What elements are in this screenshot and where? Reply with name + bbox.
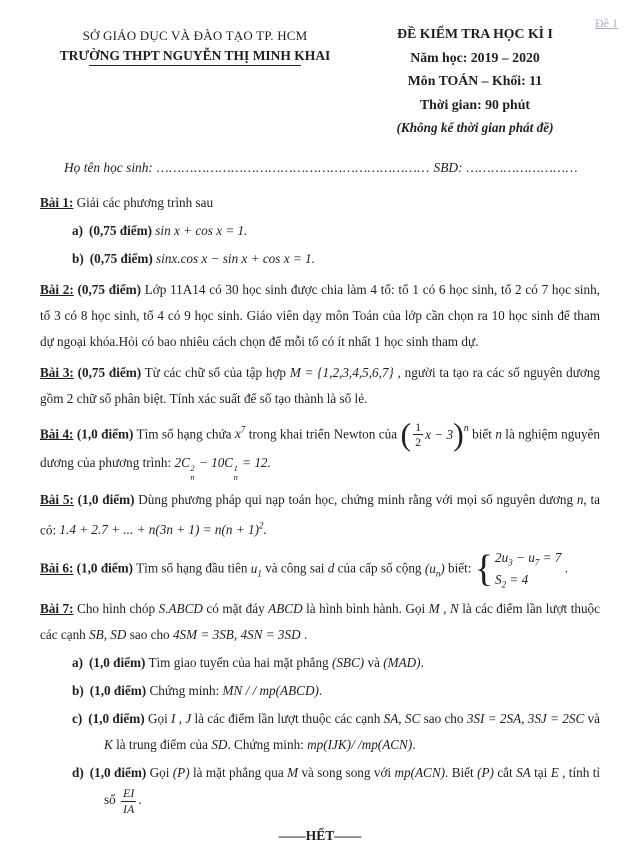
end-of-exam-mark: ——HẾT—— bbox=[278, 828, 362, 844]
problem-1-heading bbox=[40, 190, 600, 216]
problem-4-pre: Tìm số hạng chứa bbox=[133, 425, 235, 441]
exponent-n: n bbox=[463, 422, 469, 434]
math-token: 3SI = 2SA, 3SJ = 2SC bbox=[466, 711, 585, 727]
duration: Thời gian: 90 phút bbox=[419, 96, 530, 112]
item-letter: a) bbox=[72, 222, 83, 238]
item-text: . bbox=[138, 792, 142, 808]
x-power-term: $x^7$ bbox=[234, 424, 246, 441]
problem-1-label: Bài 1: bbox=[40, 194, 74, 210]
open-paren: ( bbox=[400, 416, 412, 453]
intro-text: là các điểm lần lượt thuộc các cạnh bbox=[40, 601, 601, 643]
problem-7-item-d bbox=[40, 760, 600, 816]
d-variable: d bbox=[327, 560, 335, 576]
item-points: (1,0 điểm) bbox=[89, 655, 146, 671]
problem-6-pre: Tìm số hạng đầu tiên bbox=[133, 560, 251, 576]
problem-3-pre: Từ các chữ số của tập hợp bbox=[141, 364, 290, 380]
math-token: M , N bbox=[428, 601, 459, 617]
math-token: 4SM = 3SB, 4SN = 3SD bbox=[172, 627, 301, 643]
problem-7 bbox=[40, 596, 600, 816]
item-text: . Biết bbox=[445, 765, 478, 781]
math-token: mp(IJK)/ /mp(ACN) bbox=[307, 737, 413, 753]
intro-text: sao cho bbox=[126, 627, 173, 643]
department-name: SỞ GIÁO DỤC VÀ ĐÀO TẠO TP. HCM bbox=[82, 28, 308, 43]
problem-4-points: (1,0 điểm) bbox=[73, 425, 134, 441]
problem-6-end: . bbox=[561, 560, 568, 576]
item-letter: b) bbox=[72, 250, 84, 266]
item-text: . bbox=[318, 683, 323, 699]
problem-1-item-b bbox=[40, 246, 600, 272]
expression-tail: x − 3 bbox=[425, 426, 454, 442]
n-variable: n bbox=[576, 491, 584, 507]
problem-2-label: Bài 2: bbox=[40, 281, 74, 297]
item-points: (0,75 điểm) bbox=[89, 222, 152, 238]
problem-6 bbox=[40, 548, 600, 591]
item-text: và bbox=[584, 711, 600, 727]
school-underline bbox=[89, 65, 301, 66]
problem-2-body: Lớp 11A14 có 30 học sinh được chia làm 4 tổ: tổ 1 có 6 học sinh, tổ 2 có 7 học sinh, tổ 3 có 8 học sinh, tổ 4 có 9 học sinh. Giáo viên dạy môn Toán của lớp cần chọn ra 10 học sinh để tham dự ngoại khóa.Hỏi có bao nhiêu cách chọn để mỗi tổ có ít nhất 1 học sinh tham dự. bbox=[40, 281, 600, 349]
school-name: TRƯỜNG THPT NGUYỄN THỊ MINH KHAI bbox=[59, 48, 331, 63]
item-letter: c) bbox=[72, 711, 83, 727]
intro-text: Cho hình chóp bbox=[73, 601, 159, 617]
item-equation: sin x + cos x = 1. bbox=[152, 222, 248, 238]
item-text: sao cho bbox=[420, 711, 467, 727]
math-token: SD bbox=[211, 737, 228, 753]
u1-term: $u_1$ bbox=[250, 560, 262, 579]
item-text: , tính tỉ số bbox=[104, 765, 601, 808]
header-right-block bbox=[350, 22, 600, 140]
set-notation: M = {1,2,3,4,5,6,7} , bbox=[289, 364, 401, 380]
problem-5 bbox=[40, 487, 600, 543]
equation-system bbox=[475, 548, 562, 591]
problem-4-text bbox=[40, 417, 600, 482]
problem-3-points: (0,75 điểm) bbox=[73, 364, 142, 380]
problem-1-item-a bbox=[40, 218, 600, 244]
one-half-fraction: $\frac{1}{2}$ bbox=[415, 419, 422, 450]
math-token: MN / / mp(ABCD) bbox=[222, 683, 319, 699]
item-letter: d) bbox=[72, 765, 84, 781]
sequence-notation: $(u_n)$ bbox=[424, 560, 445, 579]
item-text: Chứng minh: bbox=[146, 683, 223, 699]
newton-expression bbox=[400, 416, 469, 453]
problem-5-body1: Dùng phương pháp qui nạp toán học, chứng minh rằng với mọi số nguyên dương bbox=[134, 491, 577, 507]
problem-3 bbox=[40, 360, 600, 412]
problem-7-intro bbox=[40, 596, 600, 648]
system-row-1: $2u_3 - u_7 = 7$ bbox=[495, 549, 562, 568]
math-token: (MAD) bbox=[383, 655, 421, 671]
math-token: (P) bbox=[172, 765, 190, 781]
problem-5-text bbox=[40, 487, 600, 543]
problem-3-post: người ta tạo ra các số nguyên dương gồm 2 chữ số phân biệt. Tính xác suất để số tạo thành là số lẻ. bbox=[40, 364, 601, 406]
problem-4 bbox=[40, 417, 600, 482]
problem-5-points: (1,0 điểm) bbox=[73, 491, 135, 507]
page-header bbox=[40, 22, 600, 140]
problem-6-mid1: và công sai bbox=[261, 560, 328, 576]
math-token: I , J bbox=[171, 711, 192, 727]
intro-text: . bbox=[300, 627, 308, 643]
item-text: là các điểm lần lượt thuộc các cạnh bbox=[191, 711, 384, 727]
sbd-label: SBD: bbox=[433, 159, 463, 175]
item-text: và song song với bbox=[298, 765, 395, 781]
sbd-dotted-line: ……………………… bbox=[462, 159, 579, 175]
problem-5-label: Bài 5: bbox=[40, 491, 74, 507]
math-token: SB, SD bbox=[89, 627, 127, 643]
problem-2-text bbox=[40, 277, 600, 355]
item-points: (1,0 điểm) bbox=[89, 683, 147, 699]
item-equation: sinx.cos x − sin x + cos x = 1. bbox=[152, 250, 315, 266]
student-name-dotted-line: ………………………………………………………… bbox=[152, 159, 434, 175]
student-name-label: Họ tên học sinh: bbox=[64, 159, 153, 175]
math-token: S.ABCD bbox=[158, 601, 203, 617]
math-token: SA bbox=[516, 765, 531, 781]
ei-ia-fraction: $\frac{EI}{IA}$ bbox=[123, 786, 135, 816]
problem-1-intro: Giải các phương trình sau bbox=[73, 194, 214, 210]
math-token: M bbox=[287, 765, 299, 781]
problem-6-mid3: biết: bbox=[444, 560, 475, 576]
exam-code-badge: Đề 1 bbox=[595, 16, 618, 30]
item-text: tại bbox=[530, 765, 551, 781]
item-text: Gọi bbox=[146, 765, 173, 781]
problem-3-label: Bài 3: bbox=[40, 364, 74, 380]
problem-7-item-a bbox=[40, 650, 600, 676]
problem-6-points: (1,0 điểm) bbox=[73, 560, 134, 576]
student-info-line bbox=[40, 160, 600, 176]
problem-7-item-b bbox=[40, 678, 600, 704]
math-token: (P) bbox=[477, 765, 494, 781]
item-text: . Chứng minh: bbox=[227, 737, 308, 753]
item-text: Gọi bbox=[144, 711, 172, 727]
math-token: mp(ACN) bbox=[394, 765, 446, 781]
item-text: Tìm giao tuyến của hai mặt phẳng bbox=[145, 655, 332, 671]
problem-4-label: Bài 4: bbox=[40, 425, 74, 441]
intro-text: là hình bình hành. Gọi bbox=[302, 601, 429, 617]
problem-1 bbox=[40, 190, 600, 272]
header-left-block bbox=[40, 22, 350, 140]
item-text: là trung điểm của bbox=[112, 737, 212, 753]
system-row-2: $S_2 = 4$ bbox=[495, 571, 529, 590]
item-text: và bbox=[364, 655, 384, 671]
math-token: ABCD bbox=[268, 601, 303, 617]
induction-equation: 1.4 + 2.7 + ... + $n(3n + 1) = n(n + 1)^2$. bbox=[59, 520, 267, 537]
school-year: Năm học: 2019 – 2020 bbox=[410, 49, 540, 65]
item-points: (0,75 điểm) bbox=[89, 250, 153, 266]
item-points: (1,0 điểm) bbox=[89, 765, 147, 781]
problem-2 bbox=[40, 277, 600, 355]
problem-3-text bbox=[40, 360, 600, 412]
problem-6-label: Bài 6: bbox=[40, 560, 74, 576]
math-token: (SBC) bbox=[331, 655, 365, 671]
n-variable: n bbox=[495, 425, 502, 441]
math-token: K bbox=[104, 737, 113, 753]
exam-title: ĐỀ KIỂM TRA HỌC KÌ I bbox=[397, 26, 553, 41]
item-text: là mặt phẳng qua bbox=[189, 765, 288, 781]
subject-grade: Môn TOÁN – Khối: 11 bbox=[407, 73, 543, 88]
item-letter: b) bbox=[72, 683, 84, 699]
problem-2-points: (0,75 điểm) bbox=[73, 281, 141, 297]
problem-7-label: Bài 7: bbox=[40, 601, 74, 617]
problem-6-mid2: của cấp số cộng bbox=[334, 560, 425, 576]
item-text: . bbox=[412, 737, 416, 753]
problem-4-post2: là nghiệm nguyên dương của phương trình: bbox=[40, 425, 601, 470]
intro-text: có mặt đáy bbox=[202, 601, 269, 617]
exam-note: (Không kể thời gian phát đề) bbox=[396, 120, 554, 135]
item-text: cắt bbox=[493, 765, 517, 781]
system-brace: { bbox=[474, 548, 494, 591]
item-letter: a) bbox=[72, 655, 83, 671]
math-token: E bbox=[550, 765, 559, 781]
problem-5-body2: , ta có: bbox=[40, 491, 601, 537]
problem-4-post1: biết bbox=[468, 425, 496, 441]
combination-equation: 2C 2 n − 10C 1 n = 12. bbox=[174, 454, 271, 482]
problem-4-mid: trong khai triển Newton của bbox=[245, 425, 401, 441]
close-paren: ) bbox=[453, 416, 464, 453]
problem-7-item-c bbox=[40, 706, 600, 758]
item-points: (1,0 điểm) bbox=[88, 711, 145, 727]
math-token: SA, SC bbox=[383, 711, 421, 727]
problem-6-text bbox=[40, 548, 600, 591]
item-text: . bbox=[420, 655, 424, 671]
